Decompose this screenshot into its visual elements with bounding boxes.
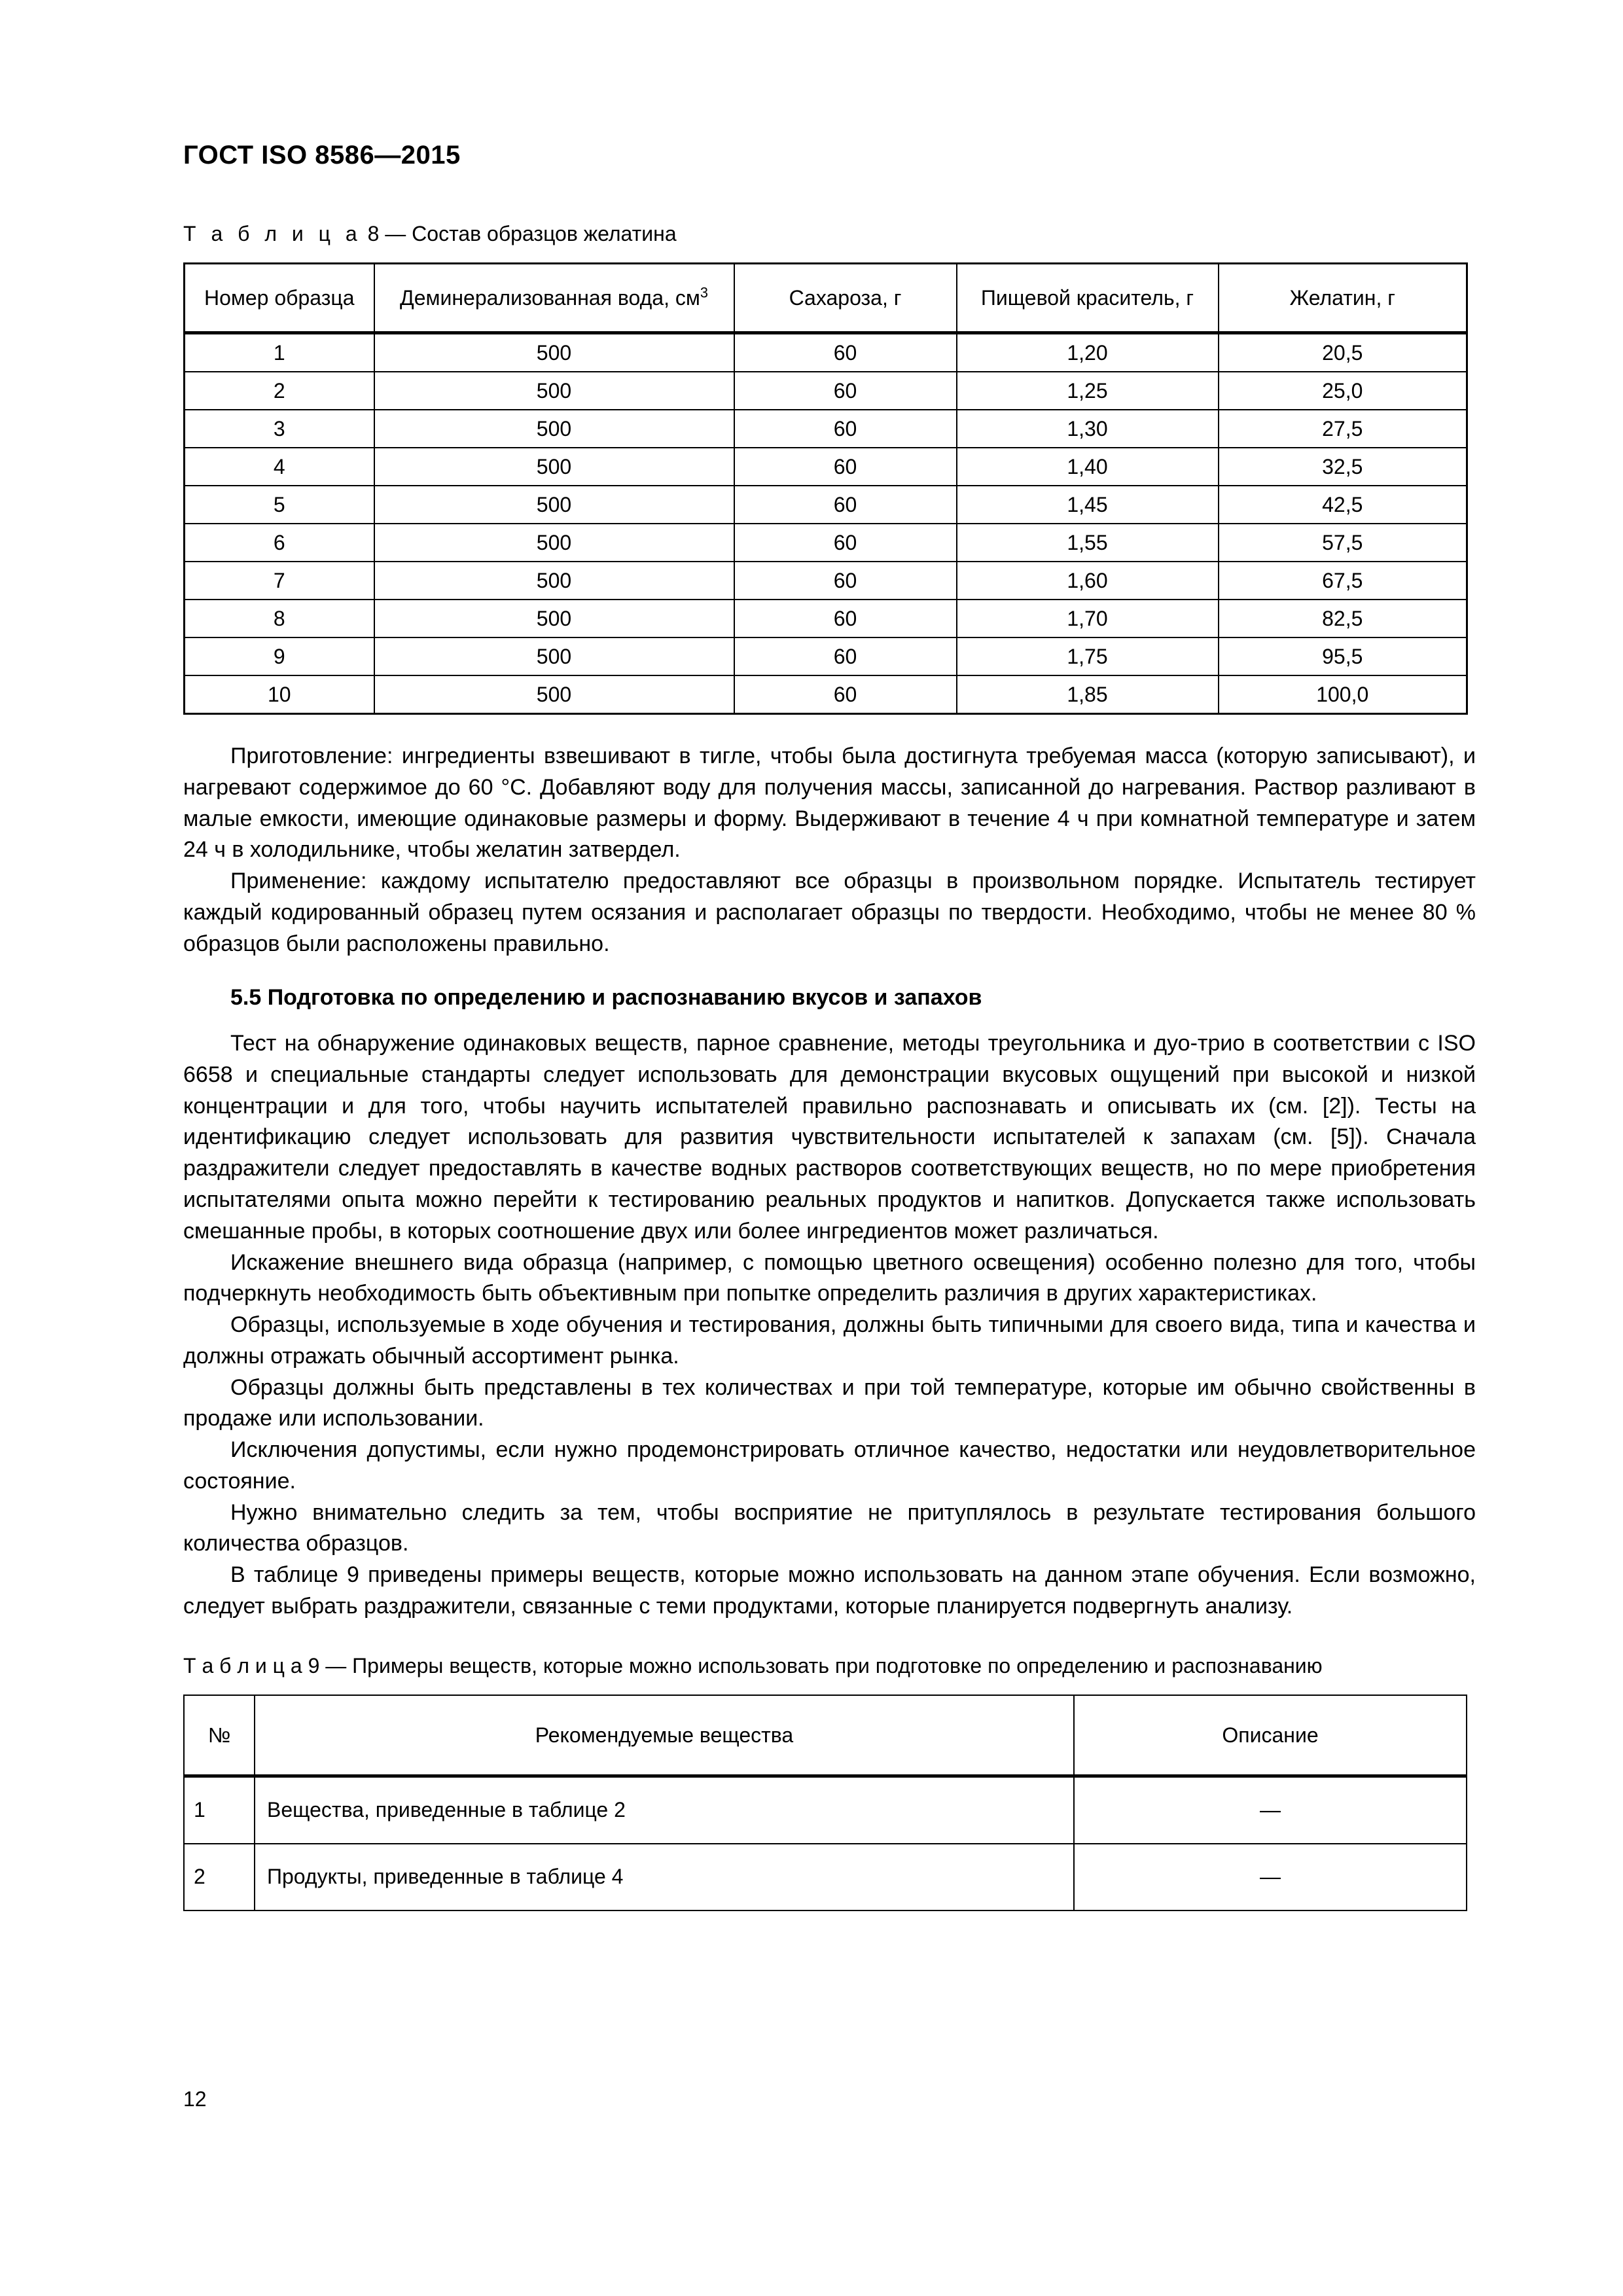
body-text-block-1: [183, 741, 1476, 960]
cell-gelatin: 25,0: [1219, 372, 1467, 410]
cell-substance: Вещества, приведенные в таблице 2: [255, 1776, 1074, 1844]
cell-gelatin: 57,5: [1219, 524, 1467, 562]
cell-colorant: 1,70: [957, 600, 1219, 637]
cell-water: 500: [374, 448, 734, 486]
table9-wrapper: [183, 1695, 1476, 1911]
cell-water: 500: [374, 333, 734, 372]
cell-sample: 7: [185, 562, 374, 600]
cell-sample: 8: [185, 600, 374, 637]
cell-sample: 5: [185, 486, 374, 524]
cell-colorant: 1,85: [957, 675, 1219, 714]
table9-body: [184, 1776, 1467, 1910]
table-row: [185, 333, 1467, 372]
paragraph-application: Применение: каждому испытателю предоставляют все образцы в произвольном порядке. Испытатель тестирует каждый кодированный образец путем осязания и располагает образцы по твердости. Необходимо, чтобы не менее 80 % образцов были расположены правильно.: [183, 869, 1476, 956]
cell-sample: 10: [185, 675, 374, 714]
table9-col-number: №: [184, 1695, 255, 1776]
table-row: [185, 486, 1467, 524]
cell-water: 500: [374, 562, 734, 600]
table8-head: [185, 264, 1467, 333]
cell-sucrose: 60: [734, 600, 957, 637]
cell-sample: 4: [185, 448, 374, 486]
table8-caption-label: Т а б л и ц а: [183, 222, 362, 245]
cell-gelatin: 67,5: [1219, 562, 1467, 600]
cell-gelatin: 82,5: [1219, 600, 1467, 637]
cell-sample: 6: [185, 524, 374, 562]
cell-gelatin: 42,5: [1219, 486, 1467, 524]
table8-caption: [183, 221, 1476, 247]
table-row: [185, 448, 1467, 486]
table-row: [185, 600, 1467, 637]
paragraph-tests: Тест на обнаружение одинаковых веществ, парное сравнение, методы треугольника и дуо-трио в соответствии с ISO 6658 и специальные стандарты следует использовать для демонстрации вкусовых ощущений при высокой и низкой концентрации и для того, чтобы научить испытателей правильно распознавать и описывать их (см. [2]). Тесты на идентификацию следует использовать для развития чувствительности испытателей к запахам (см. [5]). Сначала раздражители следует предоставлять в качестве водных растворов соответствующих веществ, но по мере приобретения испытателями опыта можно перейти к тестированию реальных продуктов и напитков. Допускается также использовать смешанные пробы, в которых соотношение двух или более ингредиентов может различаться.: [183, 1031, 1476, 1244]
cell-gelatin: 20,5: [1219, 333, 1467, 372]
table-row: [185, 562, 1467, 600]
cell-sucrose: 60: [734, 562, 957, 600]
cell-description: —: [1074, 1844, 1467, 1910]
cell-sample: 9: [185, 637, 374, 675]
table8-body: [185, 333, 1467, 714]
table8-col-colorant: Пищевой краситель, г: [957, 264, 1219, 333]
cell-gelatin: 95,5: [1219, 637, 1467, 675]
table-row: [184, 1844, 1467, 1910]
cell-colorant: 1,30: [957, 410, 1219, 448]
table9-head: [184, 1695, 1467, 1776]
table9-caption-number: 9: [308, 1653, 320, 1677]
table8-header-row: [185, 264, 1467, 333]
table9-caption-label: Т а б л и ц а: [183, 1653, 302, 1677]
document-header: ГОСТ ISO 8586—2015: [183, 141, 461, 170]
cell-sucrose: 60: [734, 637, 957, 675]
cell-water: 500: [374, 486, 734, 524]
table9-col-description: Описание: [1074, 1695, 1467, 1776]
paragraph-preparation: Приготовление: ингредиенты взвешивают в тигле, чтобы была достигнута требуемая масса (которую записывают), и нагревают содержимое до 60 °С. Добавляют воду для получения массы, записанной до нагревания. Раствор разливают в малые емкости, имеющие одинаковые размеры и форму. Выдерживают в течение 4 ч при комнатной температуре и затем 24 ч в холодильнике, чтобы желатин затвердел.: [183, 744, 1476, 863]
table9-header-row: [184, 1695, 1467, 1776]
cell-sucrose: 60: [734, 448, 957, 486]
table-row: [185, 675, 1467, 714]
table8-col-water-superscript: 3: [700, 284, 708, 301]
cell-substance: Продукты, приведенные в таблице 4: [255, 1844, 1074, 1910]
cell-gelatin: 100,0: [1219, 675, 1467, 714]
paragraph-exceptions: Исключения допустимы, если нужно продемонстрировать отличное качество, недостатки или неудовлетворительное состояние.: [183, 1437, 1476, 1494]
cell-description: —: [1074, 1776, 1467, 1844]
cell-sample: 3: [185, 410, 374, 448]
table8-col-water-text: Деминерализованная вода, см: [400, 285, 700, 310]
table9-caption: [183, 1653, 1476, 1679]
cell-colorant: 1,60: [957, 562, 1219, 600]
cell-colorant: 1,75: [957, 637, 1219, 675]
table8-col-gelatin: Желатин, г: [1219, 264, 1467, 333]
cell-gelatin: 32,5: [1219, 448, 1467, 486]
cell-water: 500: [374, 600, 734, 637]
cell-water: 500: [374, 637, 734, 675]
table-row: [185, 410, 1467, 448]
paragraph-attention: Нужно внимательно следить за тем, чтобы восприятие не притуплялось в результате тестирования большого количества образцов.: [183, 1499, 1476, 1556]
cell-colorant: 1,25: [957, 372, 1219, 410]
table8-col-sample: Номер образца: [185, 264, 374, 333]
table8-col-water: [374, 264, 734, 333]
paragraph-distortion: Искажение внешнего вида образца (например, с помощью цветного освещения) особенно полезно для того, чтобы подчеркнуть необходимость быть объективным при попытке определить различия в других характеристиках.: [183, 1249, 1476, 1306]
cell-sucrose: 60: [734, 675, 957, 714]
table9-caption-dash: —: [325, 1653, 347, 1677]
cell-gelatin: 27,5: [1219, 410, 1467, 448]
cell-colorant: 1,20: [957, 333, 1219, 372]
cell-water: 500: [374, 524, 734, 562]
cell-sample: 2: [185, 372, 374, 410]
cell-sample: 1: [185, 333, 374, 372]
table8-caption-dash: —: [385, 222, 406, 245]
cell-water: 500: [374, 675, 734, 714]
cell-sucrose: 60: [734, 486, 957, 524]
cell-number: 1: [184, 1776, 255, 1844]
table9-col-substances: Рекомендуемые вещества: [255, 1695, 1074, 1776]
table-row: [185, 637, 1467, 675]
section-heading-5-5: 5.5 Подготовка по определению и распознаванию вкусов и запахов: [230, 985, 982, 1011]
page-number: 12: [183, 2087, 207, 2111]
cell-sucrose: 60: [734, 410, 957, 448]
cell-colorant: 1,40: [957, 448, 1219, 486]
table8-wrapper: [183, 262, 1476, 715]
table8: [183, 262, 1468, 715]
cell-colorant: 1,45: [957, 486, 1219, 524]
paragraph-table9-reference: В таблице 9 приведены примеры веществ, которые можно использовать на данном этапе обучения. Если возможно, следует выбрать раздражители, связанные с теми продуктами, которые планируется подвергнуть анализу.: [183, 1562, 1476, 1619]
cell-sucrose: 60: [734, 524, 957, 562]
table9-caption-title: Примеры веществ, которые можно использовать при подготовке по определению и распознаванию: [352, 1653, 1323, 1677]
table8-caption-number: 8: [367, 222, 380, 245]
table8-col-sucrose: Сахароза, г: [734, 264, 957, 333]
table9: [183, 1695, 1467, 1911]
table-row: [184, 1776, 1467, 1844]
table-row: [185, 372, 1467, 410]
body-text-block-2: [183, 1028, 1476, 1623]
cell-number: 2: [184, 1844, 255, 1910]
cell-water: 500: [374, 410, 734, 448]
cell-sucrose: 60: [734, 372, 957, 410]
cell-water: 500: [374, 372, 734, 410]
paragraph-samples-quantity: Образцы должны быть представлены в тех количествах и при той температуре, которые им обычно свойственны в продаже или использовании.: [183, 1374, 1476, 1431]
paragraph-samples-typical: Образцы, используемые в ходе обучения и тестирования, должны быть типичными для своего вида, типа и качества и должны отражать обычный ассортимент рынка.: [183, 1312, 1476, 1369]
table-row: [185, 524, 1467, 562]
table8-caption-title: Состав образцов желатина: [412, 222, 677, 245]
cell-sucrose: 60: [734, 333, 957, 372]
cell-colorant: 1,55: [957, 524, 1219, 562]
